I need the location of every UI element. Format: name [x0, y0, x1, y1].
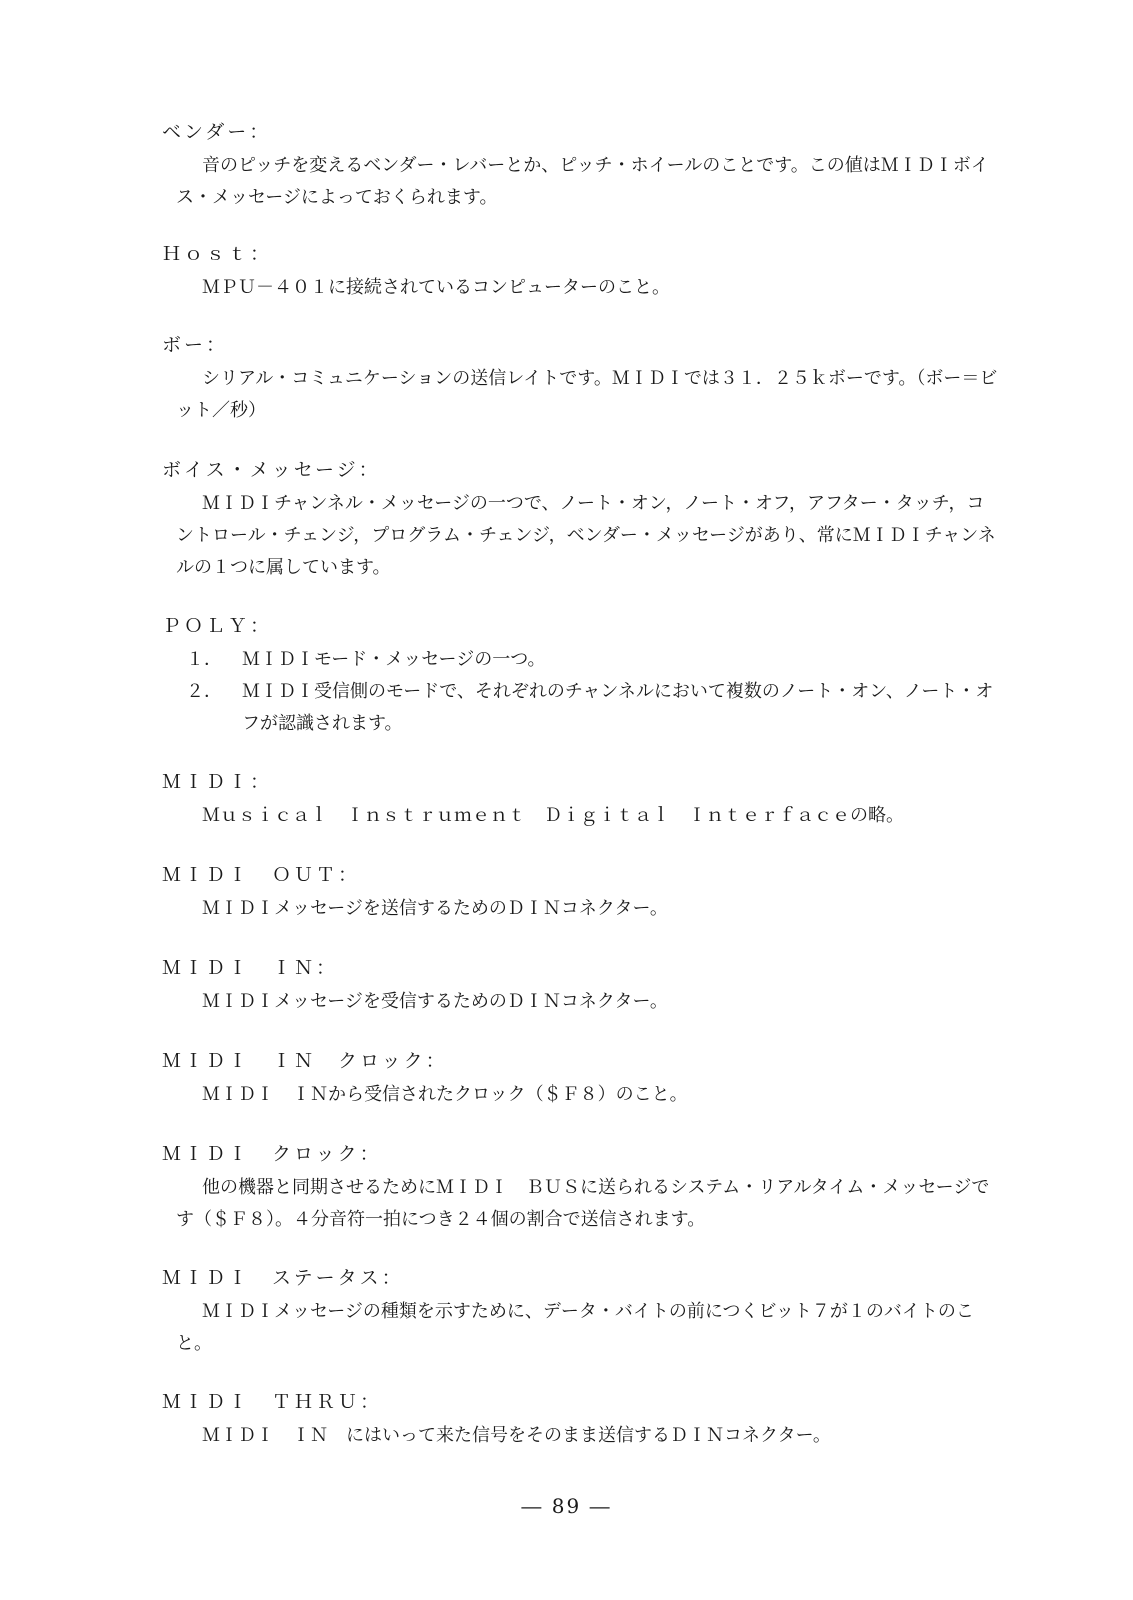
entry-term: ＭＩＤＩ： [162, 771, 273, 793]
list-number: ２． [186, 681, 222, 702]
entry-term: ＭＩＤＩ ＯＵＴ： [162, 864, 361, 886]
glossary-entry-voice-message [162, 458, 1002, 584]
entry-list [162, 644, 1002, 740]
glossary-entry-midi-status [162, 1266, 1002, 1360]
entry-term: ボー： [162, 334, 229, 356]
glossary-entry-midi-out [162, 863, 1002, 925]
entry-description: ＭＩＤＩ ＩＮから受信されたクロック（＄Ｆ８）のこと。 [202, 1084, 688, 1105]
glossary-entry-midi-in-clock [162, 1049, 1002, 1111]
entry-term: ベンダー： [162, 121, 272, 143]
glossary-entry-midi-in [162, 956, 1002, 1018]
list-text: ＭＩＤＩモード・メッセージの一つ。 [242, 649, 546, 670]
entry-description: ＭＩＤＩメッセージを送信するためのＤＩＮコネクター。 [202, 898, 668, 919]
entry-term: ＰＯＬＹ： [162, 615, 273, 637]
entry-term: ＭＩＤＩ クロック： [162, 1143, 382, 1165]
entry-description: Ｍｕｓｉｃａｌ Ｉｎｓｔｒｕｍｅｎｔ Ｄｉｇｉｔａｌ Ｉｎｔｅｒｆａｃｅの略。 [202, 805, 904, 826]
list-item [186, 644, 1002, 676]
entry-term: ボイス・メッセージ： [162, 459, 381, 481]
entry-term: ＭＩＤＩ ステータス： [162, 1267, 404, 1289]
glossary-entry-midi-thru [162, 1390, 1002, 1452]
glossary-entry-midi-clock [162, 1142, 1002, 1236]
glossary-entry-midi [162, 770, 1002, 832]
glossary-entry-bender [162, 120, 1002, 214]
entry-term: ＭＩＤＩ ＩＮ： [162, 957, 339, 979]
entry-description: シリアル・コミュニケーションの送信レイトです。ＭＩＤＩでは３１．２５ｋボーです。（ボー＝ビット／秒） [176, 368, 998, 421]
glossary-entry-host [162, 242, 1002, 304]
entry-description: 音のピッチを変えるベンダー・レバーとか、ピッチ・ホイールのことです。この値はＭＩＤＩボイス・メッセージによっておくられます。 [176, 155, 989, 208]
entry-description: ＭＩＤＩ ＩＮ にはいって来た信号をそのまま送信するＤＩＮコネクター。 [202, 1425, 831, 1446]
entry-term: Ｈｏｓｔ： [162, 243, 273, 265]
list-number: １． [186, 649, 222, 670]
entry-term: ＭＩＤＩ ＴＨＲＵ： [162, 1391, 383, 1413]
glossary-entry-baud [162, 333, 1002, 427]
list-item [186, 676, 1002, 740]
entry-description: 他の機器と同期させるためにＭＩＤＩ ＢＵＳに送られるシステム・リアルタイム・メッセージです（＄Ｆ８）。４分音符一拍につき２４個の割合で送信されます。 [176, 1177, 990, 1230]
entry-description: ＭＩＤＩチャンネル・メッセージの一つで、ノート・オン，ノート・オフ，アフター・タッチ，コントロール・チェンジ，プログラム・チェンジ，ベンダー・メッセージがあり、常にＭＩＤＩチャンネルの１つに属しています。 [176, 493, 996, 578]
entry-description: ＭＩＤＩメッセージを受信するためのＤＩＮコネクター。 [202, 991, 668, 1012]
entry-description: ＭＩＤＩメッセージの種類を示すために、データ・バイトの前につくビット７が１のバイトのこと。 [176, 1301, 974, 1354]
page-number: ― 89 ― [521, 1494, 612, 1518]
glossary-entry-poly [162, 614, 1002, 740]
entry-description: ＭＰＵ－４０１に接続されているコンピューターのこと。 [202, 277, 670, 298]
entry-term: ＭＩＤＩ ＩＮ クロック： [162, 1050, 448, 1072]
list-text: ＭＩＤＩ受信側のモードで、それぞれのチャンネルにおいて複数のノート・オン、ノート・オフが認識されます。 [242, 681, 994, 734]
